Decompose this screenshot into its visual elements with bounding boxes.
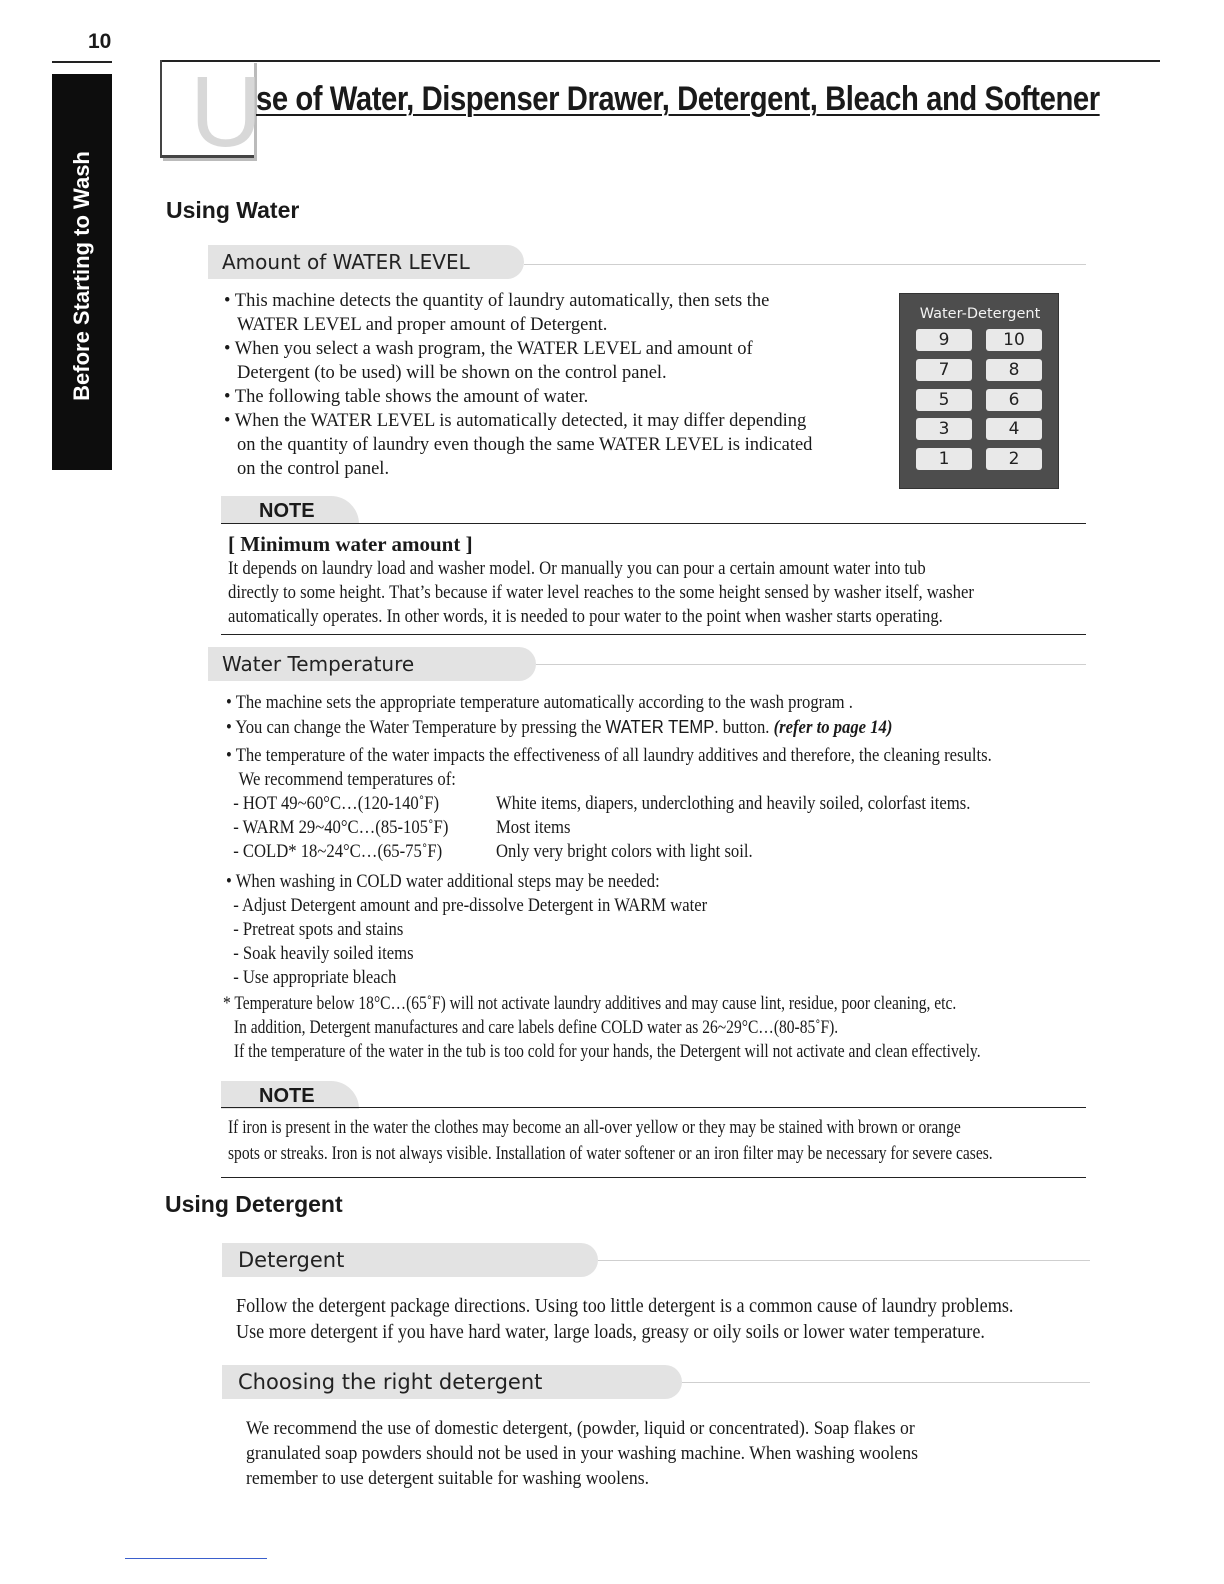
panel-indicator-7: 7 (916, 359, 972, 381)
temperature-range: - HOT 49~60°C…(120-140˚F) (233, 794, 440, 814)
temperature-use: White items, diapers, underclothing and heavily soiled, colorfast items. (496, 794, 971, 814)
page-reference: (refer to page 14) (773, 718, 893, 738)
panel-indicator-6: 6 (986, 389, 1042, 411)
note-title: [ Minimum water amount ] (228, 532, 473, 556)
note-bottom-rule (221, 634, 1086, 635)
text-line: It depends on laundry load and washer model. Or manually you can pour a certain amount water into tub (228, 559, 926, 579)
text-line: * Temperature below 18°C…(65˚F) will not activate laundry additives and may cause lint, residue, poor cleaning, etc. (223, 994, 957, 1014)
text-line: - Soak heavily soiled items (233, 944, 414, 964)
note-label: NOTE (221, 496, 359, 524)
panel-label: Water-Detergent (919, 306, 1041, 322)
side-tab-label: Before Starting to Wash (69, 151, 94, 401)
water-level-text (224, 289, 812, 481)
page-number: 10 (88, 30, 112, 53)
text-line: • When washing in COLD water additional steps may be needed: (226, 872, 660, 892)
panel-indicator-10: 10 (986, 329, 1042, 351)
title-initial: U (190, 56, 263, 168)
note-text (228, 557, 1083, 629)
temperature-row (226, 816, 1126, 840)
text-line: directly to some height. That’s because if water level reaches to the some height sensed by washer itself, washer (228, 583, 974, 603)
temperature-use: Only very bright colors with light soil. (496, 842, 753, 862)
text-line (226, 715, 1126, 740)
panel-indicator-9: 9 (916, 329, 972, 351)
temperature-row (226, 792, 1126, 816)
text-line: granulated soap powders should not be used in your washing machine. When washing woolens (246, 1443, 918, 1464)
text-line: Follow the detergent package directions. Using too little detergent is a common cause of laundry problems. (236, 1296, 1014, 1317)
text-span: . button. (714, 718, 774, 738)
text-line: spots or streaks. Iron is not always visible. Installation of water softener or an iron filter may be necessary for severe cases. (228, 1144, 993, 1164)
text-line: Use more detergent if you have hard water, large loads, greasy or oily soils or lower water temperature. (236, 1322, 985, 1343)
footer-rule (125, 1558, 267, 1559)
note-top-rule (221, 1107, 1086, 1108)
water-temp-button-name: WATER TEMP (605, 716, 715, 737)
subsection-label-water-level: Amount of WATER LEVEL (208, 245, 524, 279)
detergent-text (236, 1294, 1013, 1346)
text-line: • The temperature of the water impacts the effectiveness of all laundry additives and therefore, the cleaning results. (226, 746, 992, 766)
panel-indicator-8: 8 (986, 359, 1042, 381)
panel-indicator-2: 2 (986, 448, 1042, 470)
text-line: If iron is present in the water the clothes may become an all-over yellow or they may be stained with brown or orange (228, 1118, 961, 1138)
subsection-rule (598, 1260, 1090, 1261)
text-line: automatically operates. In other words, it is needed to pour water to the point when washer starts operating. (228, 607, 943, 627)
text-line: If the temperature of the water in the tub is too cold for your hands, the Detergent will not activate and clean effectively. (233, 1042, 981, 1062)
subsection-label-detergent: Detergent (222, 1243, 598, 1277)
text-line: We recommend the use of domestic detergent, (powder, liquid or concentrated). Soap flakes or (246, 1418, 915, 1439)
note-label: NOTE (221, 1081, 359, 1109)
text-line: • When the WATER LEVEL is automatically detected, it may differ depending (224, 411, 807, 431)
text-line: on the quantity of laundry even though the same WATER LEVEL is indicated (237, 435, 813, 455)
subsection-rule (536, 664, 1086, 665)
text-line: - Use appropriate bleach (233, 968, 397, 988)
text-line: - Adjust Detergent amount and pre-dissolve Detergent in WARM water (233, 896, 708, 916)
subsection-label-water-temperature: Water Temperature (208, 647, 536, 681)
subsection-label-choosing-detergent: Choosing the right detergent (222, 1365, 682, 1399)
note-top-rule (221, 523, 1086, 524)
temperature-use: Most items (496, 818, 571, 838)
panel-indicator-1: 1 (916, 448, 972, 470)
text-line: remember to use detergent suitable for washing woolens. (246, 1468, 650, 1489)
note-bottom-rule (221, 1177, 1086, 1178)
text-line: Detergent (to be used) will be shown on the control panel. (237, 363, 667, 383)
water-detergent-panel (899, 293, 1059, 489)
page-number-rule (52, 61, 112, 63)
note-text (228, 1115, 1152, 1167)
subsection-rule (524, 264, 1086, 265)
text-line: • The following table shows the amount of water. (224, 387, 589, 407)
temperature-range: - COLD* 18~24°C…(65-75˚F) (233, 842, 443, 862)
text-line: WATER LEVEL and proper amount of Detergent. (237, 315, 608, 335)
temperature-text (226, 691, 1126, 990)
text-line: • When you select a wash program, the WATER LEVEL and amount of (224, 339, 753, 359)
section-heading-using-detergent: Using Detergent (165, 1191, 343, 1217)
text-span: • You can change the Water Temperature by pressing the (226, 718, 606, 738)
page-title: se of Water, Dispenser Drawer, Detergent, Bleach and Softener (256, 80, 1100, 118)
choosing-detergent-text (246, 1416, 918, 1491)
text-line: on the control panel. (237, 459, 390, 479)
text-line: - Pretreat spots and stains (233, 920, 404, 940)
section-heading-using-water: Using Water (166, 197, 300, 223)
text-line: We recommend temperatures of: (238, 770, 456, 790)
text-line: In addition, Detergent manufactures and care labels define COLD water as 26~29°C…(80-85˚F). (233, 1018, 839, 1038)
panel-indicator-3: 3 (916, 418, 972, 440)
temperature-row (226, 840, 1126, 864)
subsection-rule (682, 1382, 1090, 1383)
temperature-range: - WARM 29~40°C…(85-105˚F) (233, 818, 449, 838)
temperature-footnote (223, 992, 1147, 1064)
text-line: • This machine detects the quantity of laundry automatically, then sets the (224, 291, 770, 311)
panel-indicator-4: 4 (986, 418, 1042, 440)
text-line: • The machine sets the appropriate temperature automatically according to the wash program . (226, 693, 853, 713)
panel-indicator-5: 5 (916, 389, 972, 411)
